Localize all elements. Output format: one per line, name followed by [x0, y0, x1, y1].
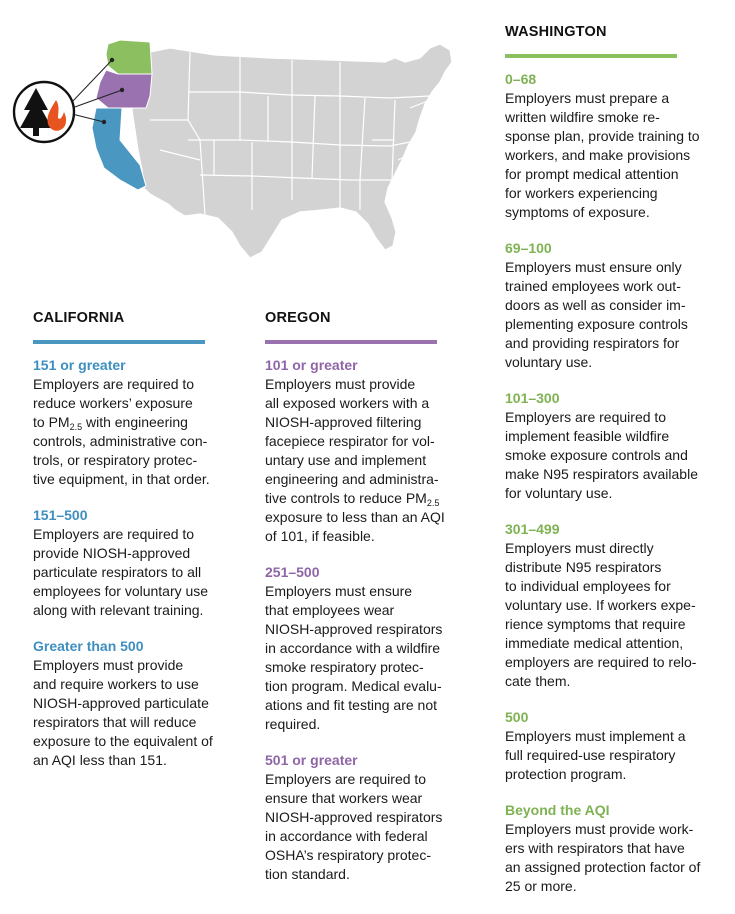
washington-state: [106, 40, 152, 74]
tier-label: 101 or greater: [265, 357, 358, 373]
tier-text: Employers are required to reduce workers’ exposure to $PM_{2.5}$ with engineering controls, administrative con- trols, or respiratory protec- tive equipment, in that order.: [33, 376, 210, 487]
tier-label: 101–300: [505, 390, 560, 406]
oregon-title: OREGON: [265, 310, 331, 326]
tier-label: 251–500: [265, 564, 320, 580]
california-divider: [33, 340, 205, 344]
washington-tier: [505, 389, 717, 503]
california-title: CALIFORNIA: [33, 310, 125, 326]
us-map-graphic: [0, 0, 500, 300]
oregon-tier: [265, 751, 465, 884]
tier-label: 0–68: [505, 71, 537, 87]
tier-text: Employers are required to implement feasible wildfire smoke exposure controls and make N95 respirators available for voluntary use.: [505, 409, 698, 501]
tier-label: 500: [505, 709, 529, 725]
tier-text: Employers are required to ensure that workers wear NIOSH-approved respirators in accordance with federal OSHA’s respiratory protec- tion standard.: [265, 771, 443, 882]
oregon-divider: [265, 340, 437, 344]
tier-text: Employers are required to provide NIOSH-approved particulate respirators to all employees for voluntary use along with relevant training.: [33, 526, 209, 618]
washington-tier: [505, 801, 717, 896]
washington-tier: [505, 520, 717, 691]
tier-text: Employers must provide work- ers with respirators that have an assigned protection factor of 25 or more.: [505, 821, 701, 894]
tier-label: 151–500: [33, 507, 88, 523]
washington-tier: [505, 70, 717, 222]
tier-label: 69–100: [505, 240, 552, 256]
oregon-section: [265, 310, 465, 901]
us-map: [0, 0, 500, 300]
california-section: [33, 310, 228, 787]
tier-text: Employers must provide all exposed workers with a NIOSH-approved filtering facepiece respirator for vol- untary use and implement engineering and administra- tive controls to reduce $PM_{2.5}$ exposure to less than an AQI of 101, if feasible.: [265, 376, 445, 544]
california-tier: [33, 356, 228, 489]
california-tier: [33, 506, 228, 620]
tier-text: Employers must prepare a written wildfire smoke re- sponse plan, provide training to workers, and make provisions for prompt medical attention for workers experiencing symptoms of exposure.: [505, 90, 700, 220]
washington-divider: [505, 54, 677, 58]
california-tier: [33, 637, 228, 770]
tier-text: Employers must ensure that employees wear NIOSH-approved respirators in accordance with a wildfire smoke respiratory protec- tion program. Medical evalu- ations and fit testing are not required.: [265, 583, 443, 732]
tier-text: Employers must implement a full required-use respiratory protection program.: [505, 728, 686, 782]
tier-text: Employers must ensure only trained employees work out- doors as well as consider im- plementing exposure controls and providing respirators for voluntary use.: [505, 259, 688, 370]
tier-label: 501 or greater: [265, 752, 358, 768]
tier-label: 151 or greater: [33, 357, 126, 373]
oregon-state: [96, 70, 152, 108]
washington-title: WASHINGTON: [505, 24, 607, 40]
oregon-tier: [265, 356, 465, 546]
tree-fire-icon: [14, 82, 74, 142]
washington-tier: [505, 708, 717, 784]
tier-label: Greater than 500: [33, 638, 144, 654]
washington-section: [505, 24, 717, 913]
tier-text: Employers must directly distribute N95 respirators to individual employees for voluntary use. If workers expe- rience symptoms that require immediate medical attention, employers are required to relo- cate them.: [505, 540, 697, 689]
washington-tier: [505, 239, 717, 372]
tier-text: Employers must provide and require workers to use NIOSH-approved particulate respirators that will reduce exposure to the equivalent of an AQI less than 151.: [33, 657, 213, 768]
tier-label: Beyond the AQI: [505, 802, 610, 818]
oregon-tier: [265, 563, 465, 734]
tier-label: 301–499: [505, 521, 560, 537]
